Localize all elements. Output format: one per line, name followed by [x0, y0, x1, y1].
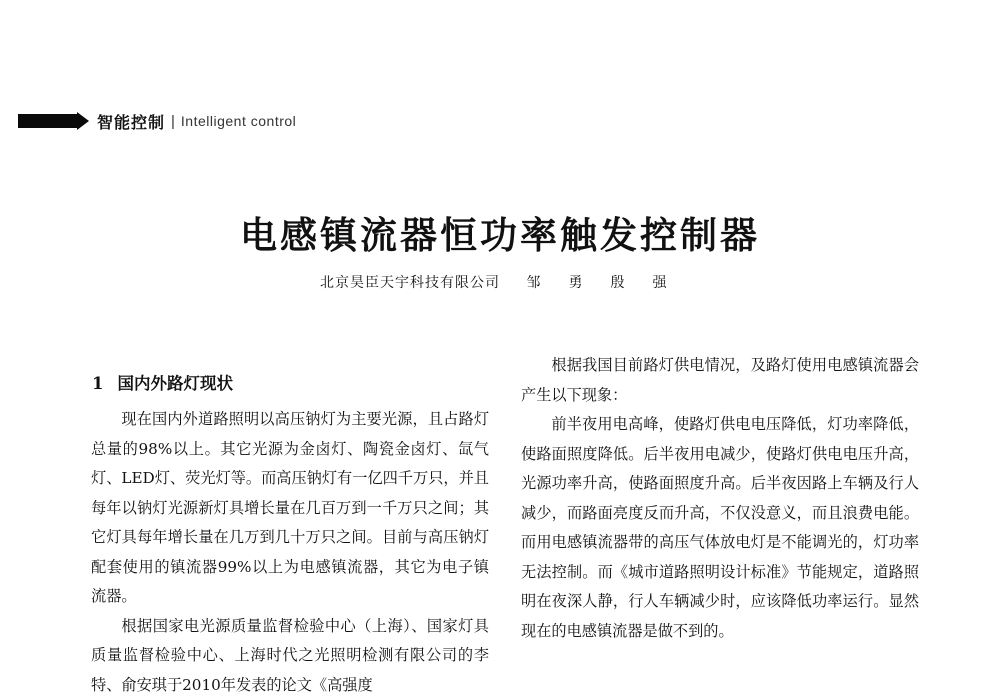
article-title: 电感镇流器恒功率触发控制器: [0, 205, 1000, 259]
header-arrow-icon: [77, 112, 89, 130]
section-heading-text: 国内外路灯现状: [117, 374, 233, 393]
paragraph: 现在国内外道路照明以高压钠灯为主要光源，且占路灯总量的98%以上。其它光源为金卤灯、陶瓷金卤灯、氙气灯、LED灯、荧光灯等。而高压钠灯有一亿四千万只，并且每年以钠灯光源新灯具增长量在几百万到一千万只之间；其它灯具每年增长量在几万到几十万只之间。目前与高压钠灯配套使用的镇流器99%以上为电感镇流器，其它为电子镇流器。: [91, 405, 489, 612]
right-column: [521, 351, 919, 646]
paragraph: 根据国家电光源质量监督检验中心（上海）、国家灯具质量监督检验中心、上海时代之光照明检测有限公司的李特、俞安琪于2010年发表的论文《高强度: [91, 612, 489, 700]
paragraph: 根据我国目前路灯供电情况，及路灯使用电感镇流器会产生以下现象：: [521, 351, 919, 410]
author-char: 邹: [526, 275, 540, 291]
author-char: 强: [652, 275, 666, 291]
header-bar-icon: [18, 114, 78, 128]
section-separator: |: [171, 113, 175, 130]
section-heading: [92, 370, 233, 394]
author-names: [526, 275, 694, 291]
left-column: [91, 405, 489, 700]
section-label-cn: 智能控制: [97, 110, 165, 133]
author-char: 殷: [610, 275, 624, 291]
section-number: 1: [92, 374, 103, 393]
section-label-en: Intelligent control: [181, 113, 296, 129]
author-char: 勇: [568, 275, 582, 291]
author-organization: 北京昊臣天宇科技有限公司: [320, 275, 500, 291]
paragraph: 前半夜用电高峰，使路灯供电电压降低，灯功率降低，使路面照度降低。后半夜用电减少，使路灯供电电压升高，光源功率升高，使路面照度升高。后半夜因路上车辆及行人减少，而路面亮度反而升高，不仅没意义，而且浪费电能。而用电感镇流器带的高压气体放电灯是不能调光的，灯功率无法控制。而《城市道路照明设计标准》节能规定，道路照明在夜深人静，行人车辆减少时，应该降低功率运行。显然现在的电感镇流器是做不到的。: [521, 410, 919, 646]
byline: [320, 272, 694, 292]
section-header: [18, 110, 296, 132]
